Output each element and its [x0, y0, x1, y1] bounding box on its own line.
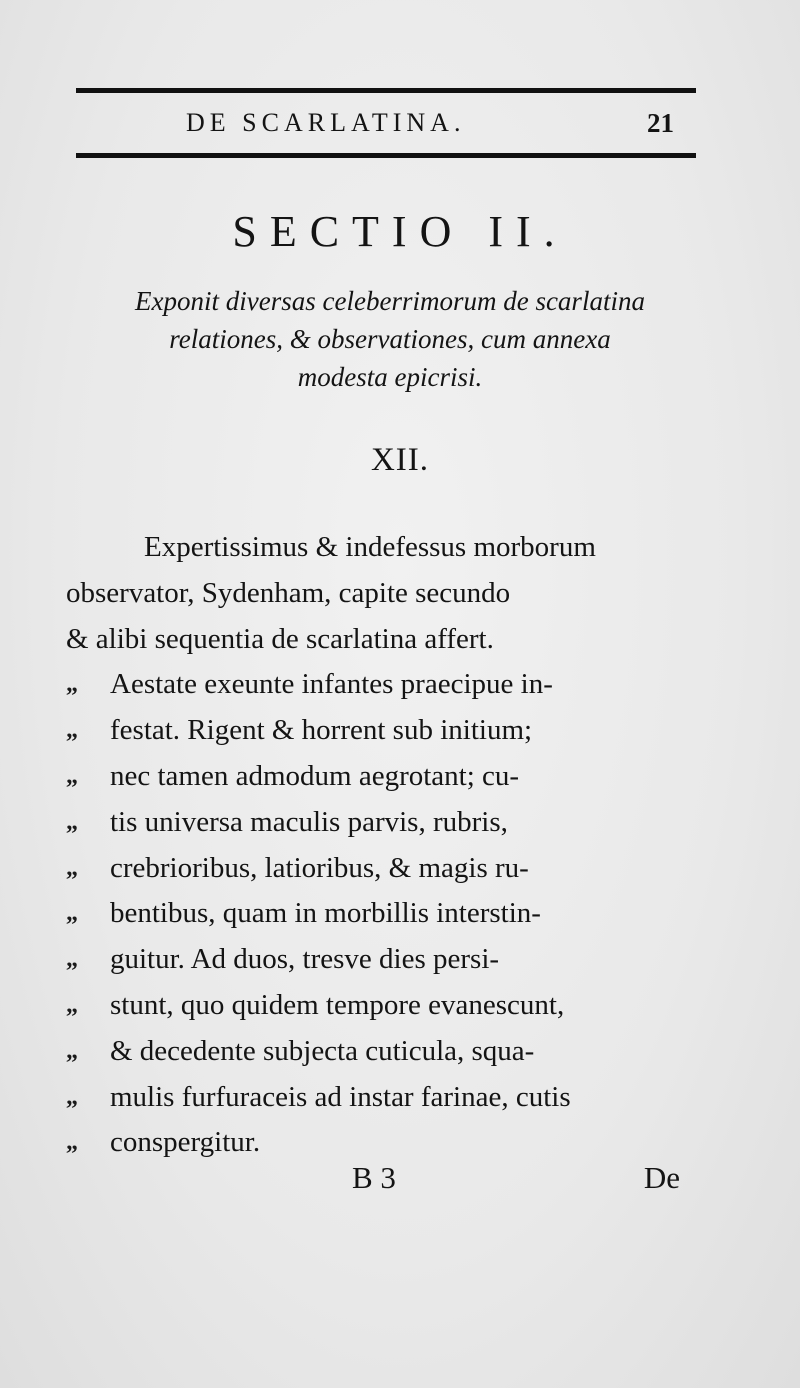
text-line: observator, Sydenham, capite secundo: [66, 576, 511, 609]
quoted-line: [66, 800, 700, 846]
quote-mark: „: [66, 1083, 78, 1110]
quoted-line: [66, 983, 700, 1029]
quote-mark: „: [66, 808, 78, 835]
section-summary: [70, 282, 710, 396]
quoted-text: Aestate exeunte infantes praecipue in-: [110, 668, 553, 701]
quote-mark: „: [66, 991, 78, 1018]
quoted-text: stunt, quo quidem tempore evanescunt,: [110, 988, 565, 1021]
quoted-line: [66, 891, 700, 937]
signature-mark: B 3: [352, 1160, 396, 1195]
body-text: [66, 525, 700, 1166]
page-footer: [66, 1160, 700, 1210]
quoted-text: crebrioribus, latioribus, & magis ru-: [110, 851, 529, 884]
quote-mark: „: [66, 900, 78, 927]
page-number: 21: [647, 108, 674, 138]
quoted-line: [66, 708, 700, 754]
header-rule-bottom: [76, 153, 696, 158]
header-rule-top: [76, 88, 696, 93]
summary-line: modesta epicrisi.: [297, 362, 483, 392]
running-head-title: DE SCARLATINA.: [186, 108, 466, 137]
catchword: De: [643, 1160, 680, 1195]
quote-mark: „: [66, 946, 78, 973]
quoted-line: [66, 846, 700, 892]
quoted-text: mulis furfuraceis ad instar farinae, cutis: [110, 1080, 571, 1113]
quote-mark: „: [66, 762, 78, 789]
quoted-line: [66, 937, 700, 983]
section-heading: SECTIO II.: [232, 207, 568, 256]
quoted-line: [66, 1029, 700, 1075]
quoted-line: [66, 662, 700, 708]
quote-mark: „: [66, 717, 78, 744]
quoted-text: conspergitur.: [110, 1126, 261, 1159]
quote-mark: „: [66, 1129, 78, 1156]
running-head: [76, 108, 696, 144]
quoted-line: [66, 754, 700, 800]
quote-mark: „: [66, 854, 78, 881]
quoted-text: & decedente subjecta cuticula, squa-: [110, 1034, 535, 1067]
text-line: & alibi sequentia de scarlatina affert.: [66, 622, 494, 655]
summary-line: Exponit diversas celeberrimorum de scarlatina: [135, 286, 645, 316]
quoted-text: guitur. Ad duos, tresve dies persi-: [110, 943, 500, 976]
quoted-text: nec tamen admodum aegrotant; cu-: [110, 759, 520, 792]
summary-line: relationes, & observationes, cum annexa: [169, 324, 611, 354]
text-line: Expertissimus & indefessus morborum: [144, 531, 596, 563]
quoted-text: festat. Rigent & horrent sub initium;: [110, 714, 533, 747]
quoted-text: tis universa maculis parvis, rubris,: [110, 805, 508, 838]
quoted-line: [66, 1075, 700, 1121]
quoted-text: bentibus, quam in morbillis interstin-: [110, 897, 541, 930]
paragraph-number: XII.: [370, 442, 430, 478]
quote-mark: „: [66, 671, 78, 698]
quote-mark: „: [66, 1037, 78, 1064]
